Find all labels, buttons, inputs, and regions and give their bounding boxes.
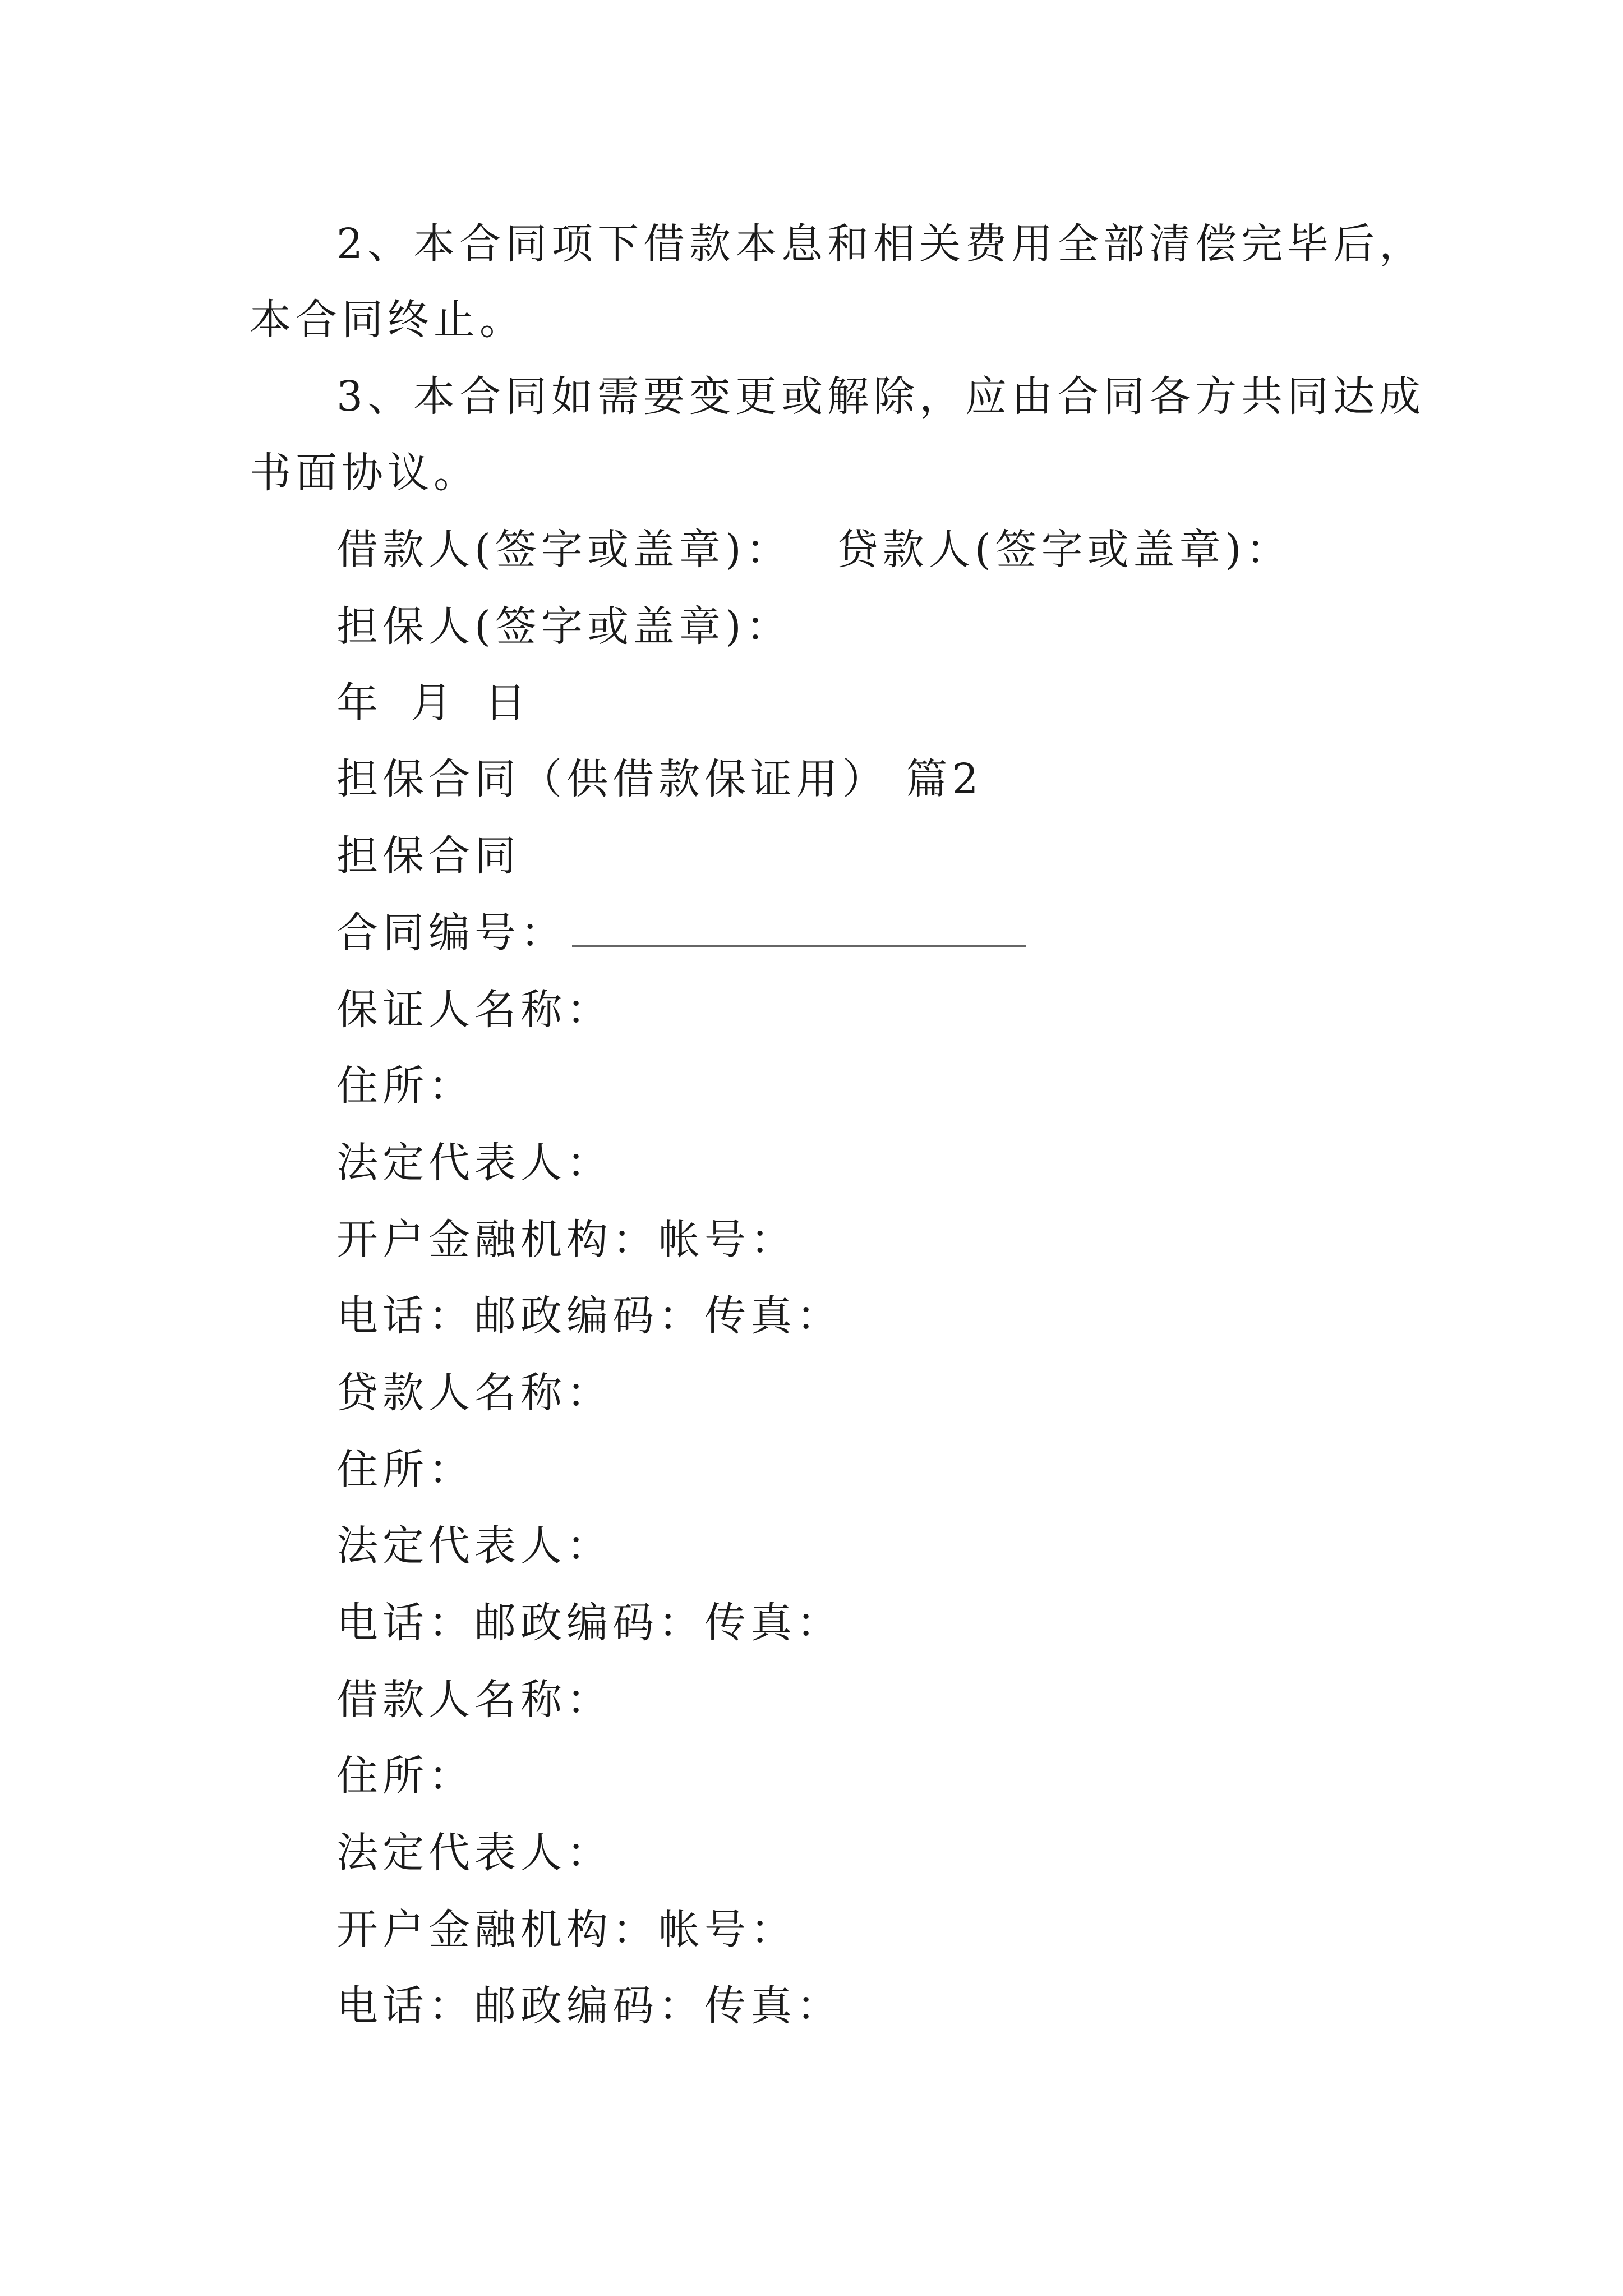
lender-name-label: 贷款人名称：	[336, 1369, 612, 1417]
guarantor-signature-label: 担保人(签字或盖章)：	[336, 602, 792, 651]
borrower-signature-label: 借款人(签字或盖章)：	[336, 526, 792, 574]
borrower-legal-rep-label: 法定代表人：	[336, 1829, 612, 1877]
guarantor-name-label: 保证人名称：	[336, 986, 612, 1034]
contract-title: 担保合同	[336, 832, 520, 880]
date-month: 月	[411, 679, 457, 727]
lender-legal-rep-label: 法定代表人：	[336, 1522, 612, 1570]
lender-contact-label: 电话：邮政编码：传真：	[336, 1599, 842, 1647]
date-year: 年	[336, 679, 382, 727]
clause-2-line-1: 2、本合同项下借款本息和相关费用全部清偿完毕后，	[336, 220, 1426, 268]
lender-address-label: 住所：	[336, 1446, 474, 1494]
contract-number-label: 合同编号：	[336, 909, 566, 957]
contract-number-field	[572, 906, 1026, 947]
contract-number-line	[336, 905, 1026, 961]
date-line	[336, 675, 531, 731]
guarantor-bank-label: 开户金融机构：帐号：	[336, 1216, 796, 1264]
borrower-name-label: 借款人名称：	[336, 1676, 612, 1724]
signature-row	[336, 522, 1292, 578]
clause-3-line-2: 书面协议。	[250, 449, 479, 497]
clause-2-line-2: 本合同终止。	[250, 296, 525, 344]
guarantor-contact-label: 电话：邮政编码：传真：	[336, 1292, 842, 1340]
guarantor-address-label: 住所：	[336, 1062, 474, 1110]
borrower-address-label: 住所：	[336, 1752, 474, 1800]
borrower-contact-label: 电话：邮政编码：传真：	[336, 1982, 842, 2030]
article-title: 担保合同（供借款保证用） 篇2	[336, 755, 983, 803]
borrower-bank-label: 开户金融机构：帐号：	[336, 1906, 796, 1954]
date-day: 日	[485, 679, 531, 727]
lender-signature-label: 贷款人(签字或盖章)：	[836, 526, 1292, 574]
guarantor-legal-rep-label: 法定代表人：	[336, 1139, 612, 1187]
clause-3-line-1: 3、本合同如需要变更或解除，应由合同各方共同达成	[336, 372, 1426, 421]
